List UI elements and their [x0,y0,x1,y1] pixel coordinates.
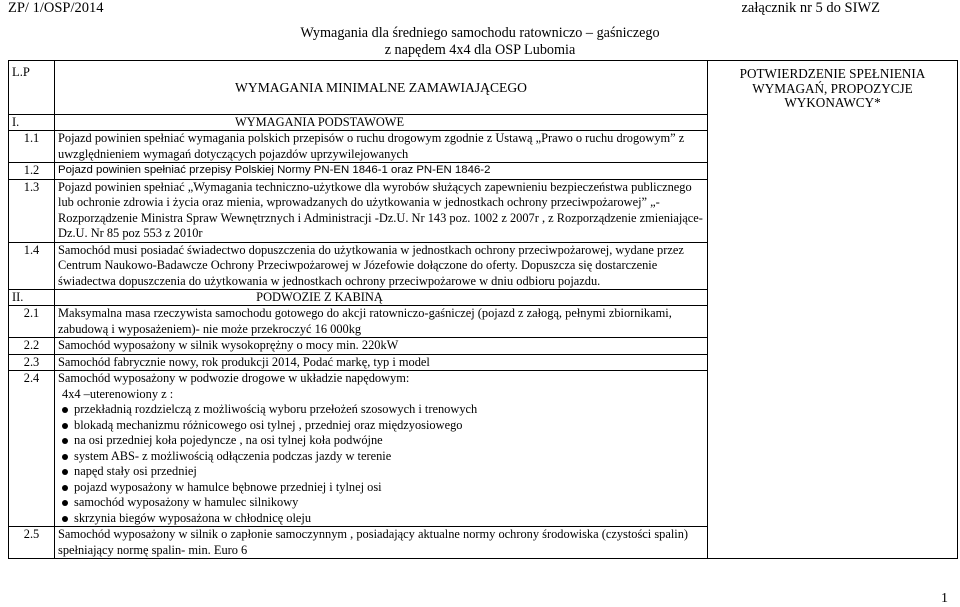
document-title: Wymagania dla średniego samochodu ratowniczo – gaśniczego [300,25,660,41]
item-number: 2.2 [9,338,55,355]
document-reference: ZP/ 1/OSP/2014 [8,0,104,16]
column-header-confirmation: POTWIERDZENIE SPEŁNIENIA WYMAGAŃ, PROPOZYCJE WYKONAWCY* [708,61,958,559]
table-header-row [9,61,958,115]
column-header-lp: L.P [9,61,55,115]
item-number: 2.3 [9,354,55,371]
list-item: pojazd wyposażony w hamulce bębnowe przedniej i tylnej osi [74,480,704,496]
item-subtext: 4x4 –uterenowiony z : [62,386,174,401]
item-number: 2.1 [9,306,55,338]
attachment-label: załącznik nr 5 do SIWZ [741,0,880,16]
list-item: samochód wyposażony w hamulec silnikowy [74,495,704,511]
list-item: blokadą mechanizmu różnicowego osi tylnej , przedniej oraz międzyosiowego [74,418,704,434]
item-number: 1.1 [9,131,55,163]
list-item: skrzynia biegów wyposażona w chłodnicę oleju [74,511,704,527]
item-text: Pojazd powinien spełniać „Wymagania techniczno-użytkowe dla wyrobów służących zapewnieniu bezpieczeństwa publicznego lub ochronie zdrowia i życia oraz mienia, wprowadzanych do użytkowania w jednostkach ochrony przeciwpożarowej” „-Rozporządzenie Ministra Spraw Wewnętrznych i Administracji -Dz.U. Nr 143 poz. 1002 z 2007r , z Rozporządzenie zmieniające-Dz.U. Nr 85 poz 553 z 2010r [55,179,708,242]
item-text: Samochód fabrycznie nowy, rok produkcji 2014, Podać markę, typ i model [55,354,708,371]
item-text: Samochód musi posiadać świadectwo dopuszczenia do użytkowania w jednostkach ochrony przeciwpożarowej, wydane przez Centrum Naukowo-Badawcze Ochrony Przeciwpożarowej w Józefowie dołączone do oferty. Dopuszcza się dostarczenie świadectwa dopuszczenia do użytkowania w jednostkach ochrony przeciwpożarowe w dniu odbioru pojazdu. [55,242,708,290]
list-item: przekładnią rozdzielczą z możliwością wyboru przełożeń szosowych i trenowych [74,402,704,418]
item-text: Maksymalna masa rzeczywista samochodu gotowego do akcji ratowniczo-gaśniczej (pojazd z załogą, pełnymi zbiornikami, zabudową i wyposażeniem)- nie może przekroczyć 16 000kg [55,306,708,338]
item-number: 2.4 [9,371,55,527]
page-number: 1 [941,591,948,606]
item-text: Pojazd powinien spełniać wymagania polskich przepisów o ruchu drogowym zgodnie z Ustawą „Prawo o ruchu drogowym” z uwzględnieniem wymagań dotyczących pojazdów uprzywilejowanych [55,131,708,163]
list-item: napęd stały osi przedniej [74,464,704,480]
document-subtitle: z napędem 4x4 dla OSP Lubomia [384,42,576,58]
bullet-list [58,402,704,526]
section-title: WYMAGANIA PODSTAWOWE [234,115,405,129]
item-text: Samochód wyposażony w silnik wysokoprężny o mocy min. 220kW [55,338,708,355]
list-item: system ABS- z możliwością odłączenia podczas jazdy w terenie [74,449,704,465]
section-number: II. [9,290,55,306]
item-text: Samochód wyposażony w silnik o zapłonie samoczynnym , posiadający aktualne normy ochrony środowiska (czystości spalin) spełniający normę spalin- min. Euro 6 [55,527,708,559]
item-text: Samochód wyposażony w podwozie drogowe w układzie napędowym: [58,371,410,385]
list-item: na osi przedniej koła pojedyncze , na osi tylnej koła podwójne [74,433,704,449]
item-number: 1.2 [9,163,55,180]
section-title: PODWOZIE Z KABINĄ [256,290,383,304]
item-text: Pojazd powinien spełniać przepisy Polskiej Normy PN-EN 1846-1 oraz PN-EN 1846-2 [55,163,708,180]
page-header [0,0,960,60]
requirements-table [8,60,958,559]
item-number: 1.3 [9,179,55,242]
item-number: 2.5 [9,527,55,559]
item-number: 1.4 [9,242,55,290]
column-header-requirements: WYMAGANIA MINIMALNE ZAMAWIAJĄCEGO [55,61,708,115]
section-number: I. [9,115,55,131]
